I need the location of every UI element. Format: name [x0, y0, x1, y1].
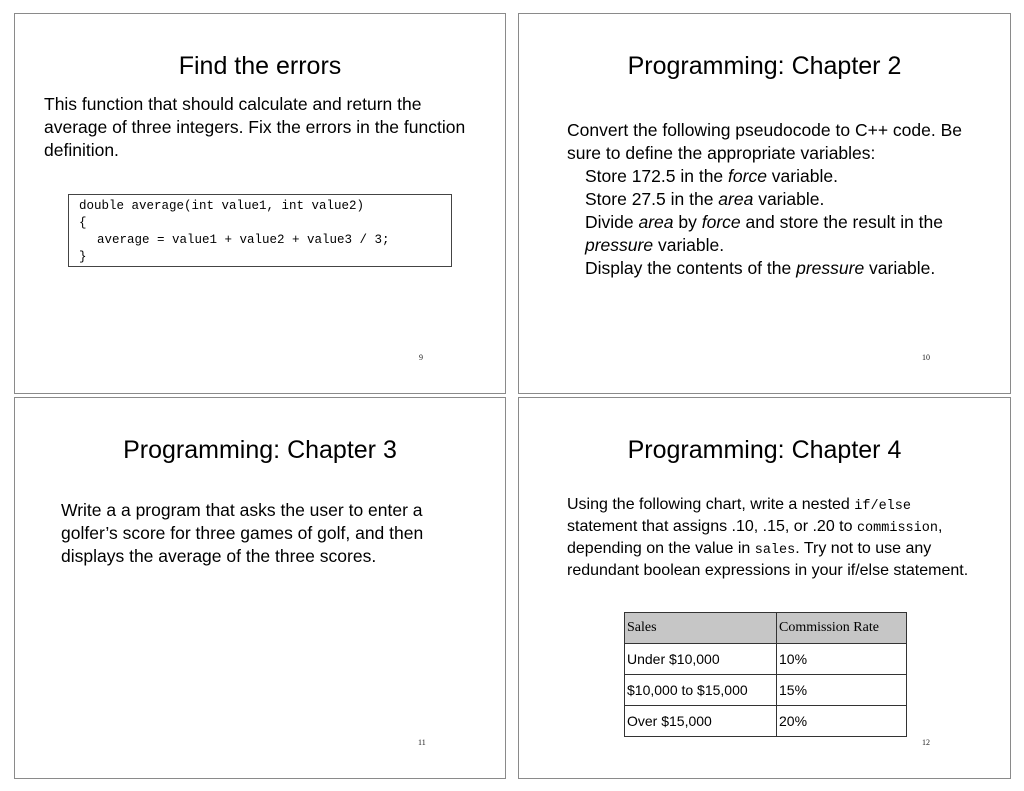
- table-cell: 10%: [777, 644, 907, 675]
- table-row: [625, 675, 907, 706]
- step-item: Divide area by force and store the result in the pressure variable.: [585, 212, 943, 255]
- slide-title: Programming: Chapter 2: [627, 52, 902, 80]
- table-cell: Over $15,000: [625, 706, 777, 737]
- code-block: [68, 194, 452, 267]
- slide-12: [518, 397, 1011, 779]
- table-header-cell: Sales: [625, 613, 777, 644]
- commission-table: [624, 612, 907, 737]
- slide-9: [14, 13, 506, 394]
- step-item: Store 27.5 in the area variable.: [585, 189, 825, 209]
- table-cell: Under $10,000: [625, 644, 777, 675]
- slide-title: Programming: Chapter 4: [627, 436, 902, 464]
- slide-body-text: This function that should calculate and return the average of three integers. Fix the errors in the function definition.: [44, 94, 466, 160]
- page-number: 11: [418, 738, 426, 747]
- page-number: 9: [419, 353, 423, 362]
- pseudocode-steps: [567, 165, 987, 280]
- slide-10: [518, 13, 1011, 394]
- slide-title: Find the errors: [178, 52, 342, 80]
- table-cell: 15%: [777, 675, 907, 706]
- table-cell: $10,000 to $15,000: [625, 675, 777, 706]
- step-item: Display the contents of the pressure variable.: [585, 258, 936, 278]
- slide-body: [567, 119, 987, 280]
- page-number: 12: [922, 738, 930, 747]
- table-header-row: [625, 613, 907, 644]
- slide-intro-text: Convert the following pseudocode to C++ code. Be sure to define the appropriate variables:: [567, 120, 962, 163]
- table-header-cell: Commission Rate: [777, 613, 907, 644]
- inline-code: commission: [856, 521, 938, 536]
- code-line: average = value1 + value2 + value3 / 3;: [97, 233, 390, 247]
- code-line: double average(int value1, int value2): [79, 199, 365, 213]
- slide-body-text: Write a a program that asks the user to enter a golfer’s score for three games of golf, and then displays the average of the three scores.: [61, 500, 424, 566]
- inline-code: if/else: [854, 499, 911, 514]
- inline-code: sales: [754, 543, 796, 558]
- slide-11: [14, 397, 506, 779]
- table-row: [625, 644, 907, 675]
- table-row: [625, 706, 907, 737]
- code-line: {: [79, 216, 87, 230]
- slide-title: Programming: Chapter 3: [123, 436, 397, 464]
- table-cell: 20%: [777, 706, 907, 737]
- slide-body-text: Using the following chart, write a nested if/else statement that assigns .10, .15, or .20 to commission, depending on the value in sales. Try not to use any redundant boolean expressions in your if/else statement.: [567, 496, 969, 579]
- step-item: Store 172.5 in the force variable.: [585, 166, 838, 186]
- code-line: }: [79, 250, 87, 264]
- page-number: 10: [922, 353, 930, 362]
